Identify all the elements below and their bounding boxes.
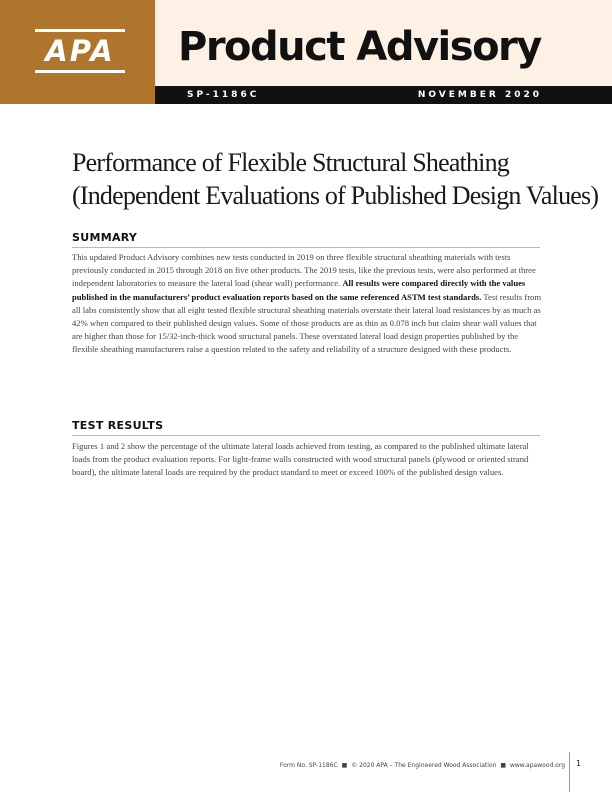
summary-heading: SUMMARY — [72, 231, 540, 248]
logo-rule-bottom — [35, 70, 125, 73]
footer-form-number: Form No. SP-1186C — [279, 762, 338, 769]
header-band — [155, 86, 612, 104]
footer-separator: ■ — [341, 762, 348, 769]
page-number: 1 — [576, 759, 582, 768]
summary-text-rest: Test results from all labs consistently show that all eight tested flexible structural sheathing materials overstate their lateral load resistances by as much as 42% when compared to their published design values. Some of those products are as thin as 0.078 inch but claim shear wall values that are higher than those for 15/32-inch-thick wood structural panels. These overstated lateral load design properties published by the flexible sheathing manufacturers raise a question related to the safety and reliability of a structure designed with these products. — [72, 291, 542, 355]
publication-title: Product Advisory — [178, 24, 541, 70]
footer-website-link[interactable]: www.apawood.org — [509, 762, 565, 769]
publication-date: NOVEMBER 2020 — [417, 90, 542, 100]
logo-text: APA — [45, 34, 115, 68]
test-results-paragraph: Figures 1 and 2 show the percentage of the ultimate lateral loads achieved from testing, as compared to the published ultimate lateral loads from the product evaluation reports. For light-frame walls constructed with wood structural panels (plywood or oriented strand board), the ultimate lateral loads are required by the product standard to meet or exceed 100% of the published design values. — [72, 441, 529, 478]
summary-bold-statement: All results were compared directly with the values published in the manufacturers’ product evaluation reports based on the same referenced ASTM test standards. — [72, 278, 526, 302]
form-code: SP-1186C — [187, 90, 260, 100]
test-results-heading: TEST RESULTS — [72, 419, 540, 436]
summary-text-lead: This updated Product Advisory combines new tests conducted in 2019 on three flexible structural sheathing materials with tests previously conducted in 2015 through 2018 on five other products. The 2019 tests, like the previous tests, were also performed at three independent laboratories to measure the lateral load (shear wall) performance. — [72, 252, 536, 289]
footer — [280, 761, 565, 771]
footer-separator: ■ — [500, 762, 507, 769]
footer-divider — [569, 752, 570, 792]
logo-rule-top — [35, 29, 125, 32]
article-title-line-1: Performance of Flexible Structural Sheathing — [72, 148, 510, 177]
article-title — [72, 146, 599, 212]
article-title-line-2: (Independent Evaluations of Published Design Values) — [72, 181, 599, 210]
summary-paragraph — [72, 251, 542, 357]
apa-logo — [0, 0, 155, 104]
footer-copyright: © 2020 APA – The Engineered Wood Association — [351, 762, 497, 769]
